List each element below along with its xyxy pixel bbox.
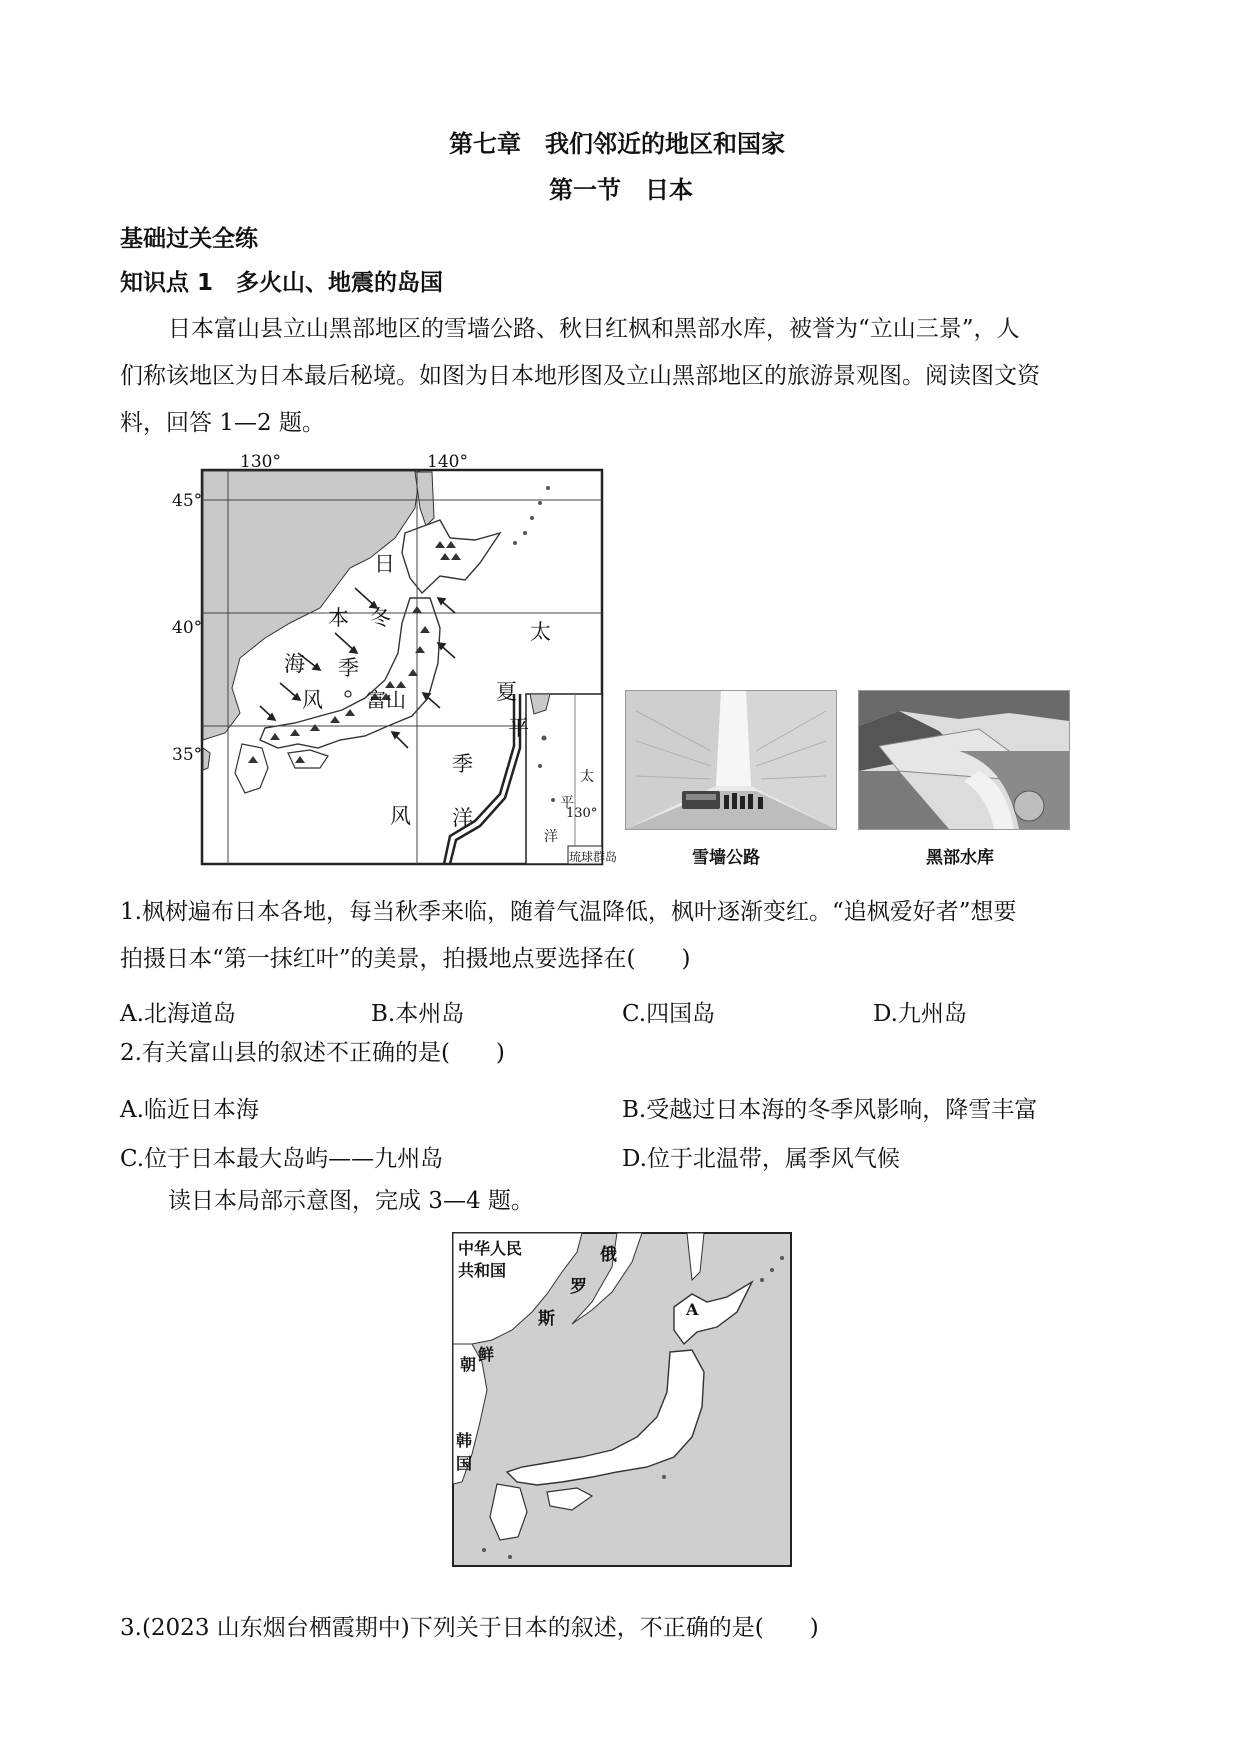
q1-stem-line-2: 拍摄日本“第一抹红叶”的美景，拍摄地点要选择在( ): [120, 946, 691, 972]
map-label-ping: 平: [508, 716, 529, 740]
map2-label-a: A: [686, 1300, 699, 1319]
q2-option-c[interactable]: C.位于日本最大岛屿——九州岛: [120, 1146, 444, 1172]
q1-option-d[interactable]: D.九州岛: [873, 1001, 967, 1027]
latitude-40-label: 40°: [172, 618, 203, 638]
knowledge-point-heading: 知识点 1 多火山、地震的岛国: [120, 270, 444, 296]
map-label-toyama: 富山: [366, 688, 406, 712]
map-label-ji-2: 季: [452, 752, 473, 776]
intro-line-1: 日本富山县立山黑部地区的雪墙公路、秋日红枫和黑部水库，被誉为“立山三景”，人: [168, 316, 1020, 342]
map-label-feng-2: 风: [390, 804, 411, 828]
map-label-hai: 海: [284, 652, 305, 676]
latitude-45-label: 45°: [172, 491, 203, 511]
map2-label-russia-si: 斯: [538, 1309, 555, 1329]
section-label: 基础过关全练: [120, 226, 258, 252]
map-label-ri: 日: [374, 552, 395, 576]
kurobe-dam-caption: 黑部水库: [926, 848, 994, 868]
read-map-instruction: 读日本局部示意图，完成 3—4 题。: [168, 1188, 534, 1214]
q2-option-d[interactable]: D.位于北温带，属季风气候: [622, 1146, 900, 1172]
longitude-140-label: 140°: [427, 452, 468, 472]
map-label-xia: 夏: [496, 680, 517, 704]
intro-line-2: 们称该地区为日本最后秘境。如图为日本地形图及立山黑部地区的旅游景观图。阅读图文资: [120, 363, 1040, 389]
map2-label-china-1: 中华人民: [458, 1239, 523, 1258]
latitude-35-label: 35°: [172, 745, 203, 765]
japan-partial-map: [452, 1232, 792, 1567]
map2-label-dprk-2: 鲜: [478, 1345, 495, 1364]
inset-label-ping: 平: [560, 795, 574, 811]
longitude-130-label: 130°: [240, 452, 281, 472]
intro-line-3: 料，回答 1—2 题。: [120, 410, 325, 436]
q1-option-a[interactable]: A.北海道岛: [120, 1001, 236, 1027]
q1-option-b[interactable]: B.本州岛: [371, 1001, 465, 1027]
map-label-ben: 本: [328, 606, 349, 630]
inset-caption: 琉球群岛: [569, 850, 618, 864]
inset-longitude-label: 130°: [566, 806, 598, 821]
section-title: 第一节 日本: [549, 176, 693, 204]
snow-wall-road-caption: 雪墙公路: [692, 848, 760, 868]
inset-label-tai: 太: [580, 769, 594, 785]
map2-label-china-2: 共和国: [458, 1261, 507, 1280]
inset-label-yang: 洋: [544, 829, 558, 845]
map2-label-rok-1: 韩: [456, 1431, 473, 1450]
kurobe-dam-photo: [858, 690, 1070, 830]
map2-label-russia-e: 俄: [600, 1245, 617, 1265]
map-label-yang: 洋: [452, 806, 473, 830]
map2-label-dprk-1: 朝: [460, 1355, 477, 1374]
q1-option-c[interactable]: C.四国岛: [622, 1001, 716, 1027]
map-label-dong: 冬: [370, 606, 391, 630]
q3-stem: 3.(2023 山东烟台栖霞期中)下列关于日本的叙述，不正确的是( ): [120, 1615, 819, 1641]
q2-option-b[interactable]: B.受越过日本海的冬季风影响，降雪丰富: [622, 1097, 1038, 1123]
map-label-feng-1: 风: [302, 688, 323, 712]
map2-label-rok-2: 国: [456, 1454, 473, 1473]
snow-wall-road-photo: [625, 690, 837, 830]
map-label-tai: 太: [530, 620, 551, 644]
map2-label-russia-luo: 罗: [570, 1277, 587, 1297]
q1-stem-line-1: 1.枫树遍布日本各地，每当秋季来临，随着气温降低，枫叶逐渐变红。“追枫爱好者”想要: [120, 899, 1017, 925]
q2-option-a[interactable]: A.临近日本海: [120, 1097, 259, 1123]
q2-stem: 2.有关富山县的叙述不正确的是( ): [120, 1040, 505, 1066]
map-label-ji-1: 季: [338, 656, 359, 680]
chapter-title: 第七章 我们邻近的地区和国家: [449, 130, 785, 158]
